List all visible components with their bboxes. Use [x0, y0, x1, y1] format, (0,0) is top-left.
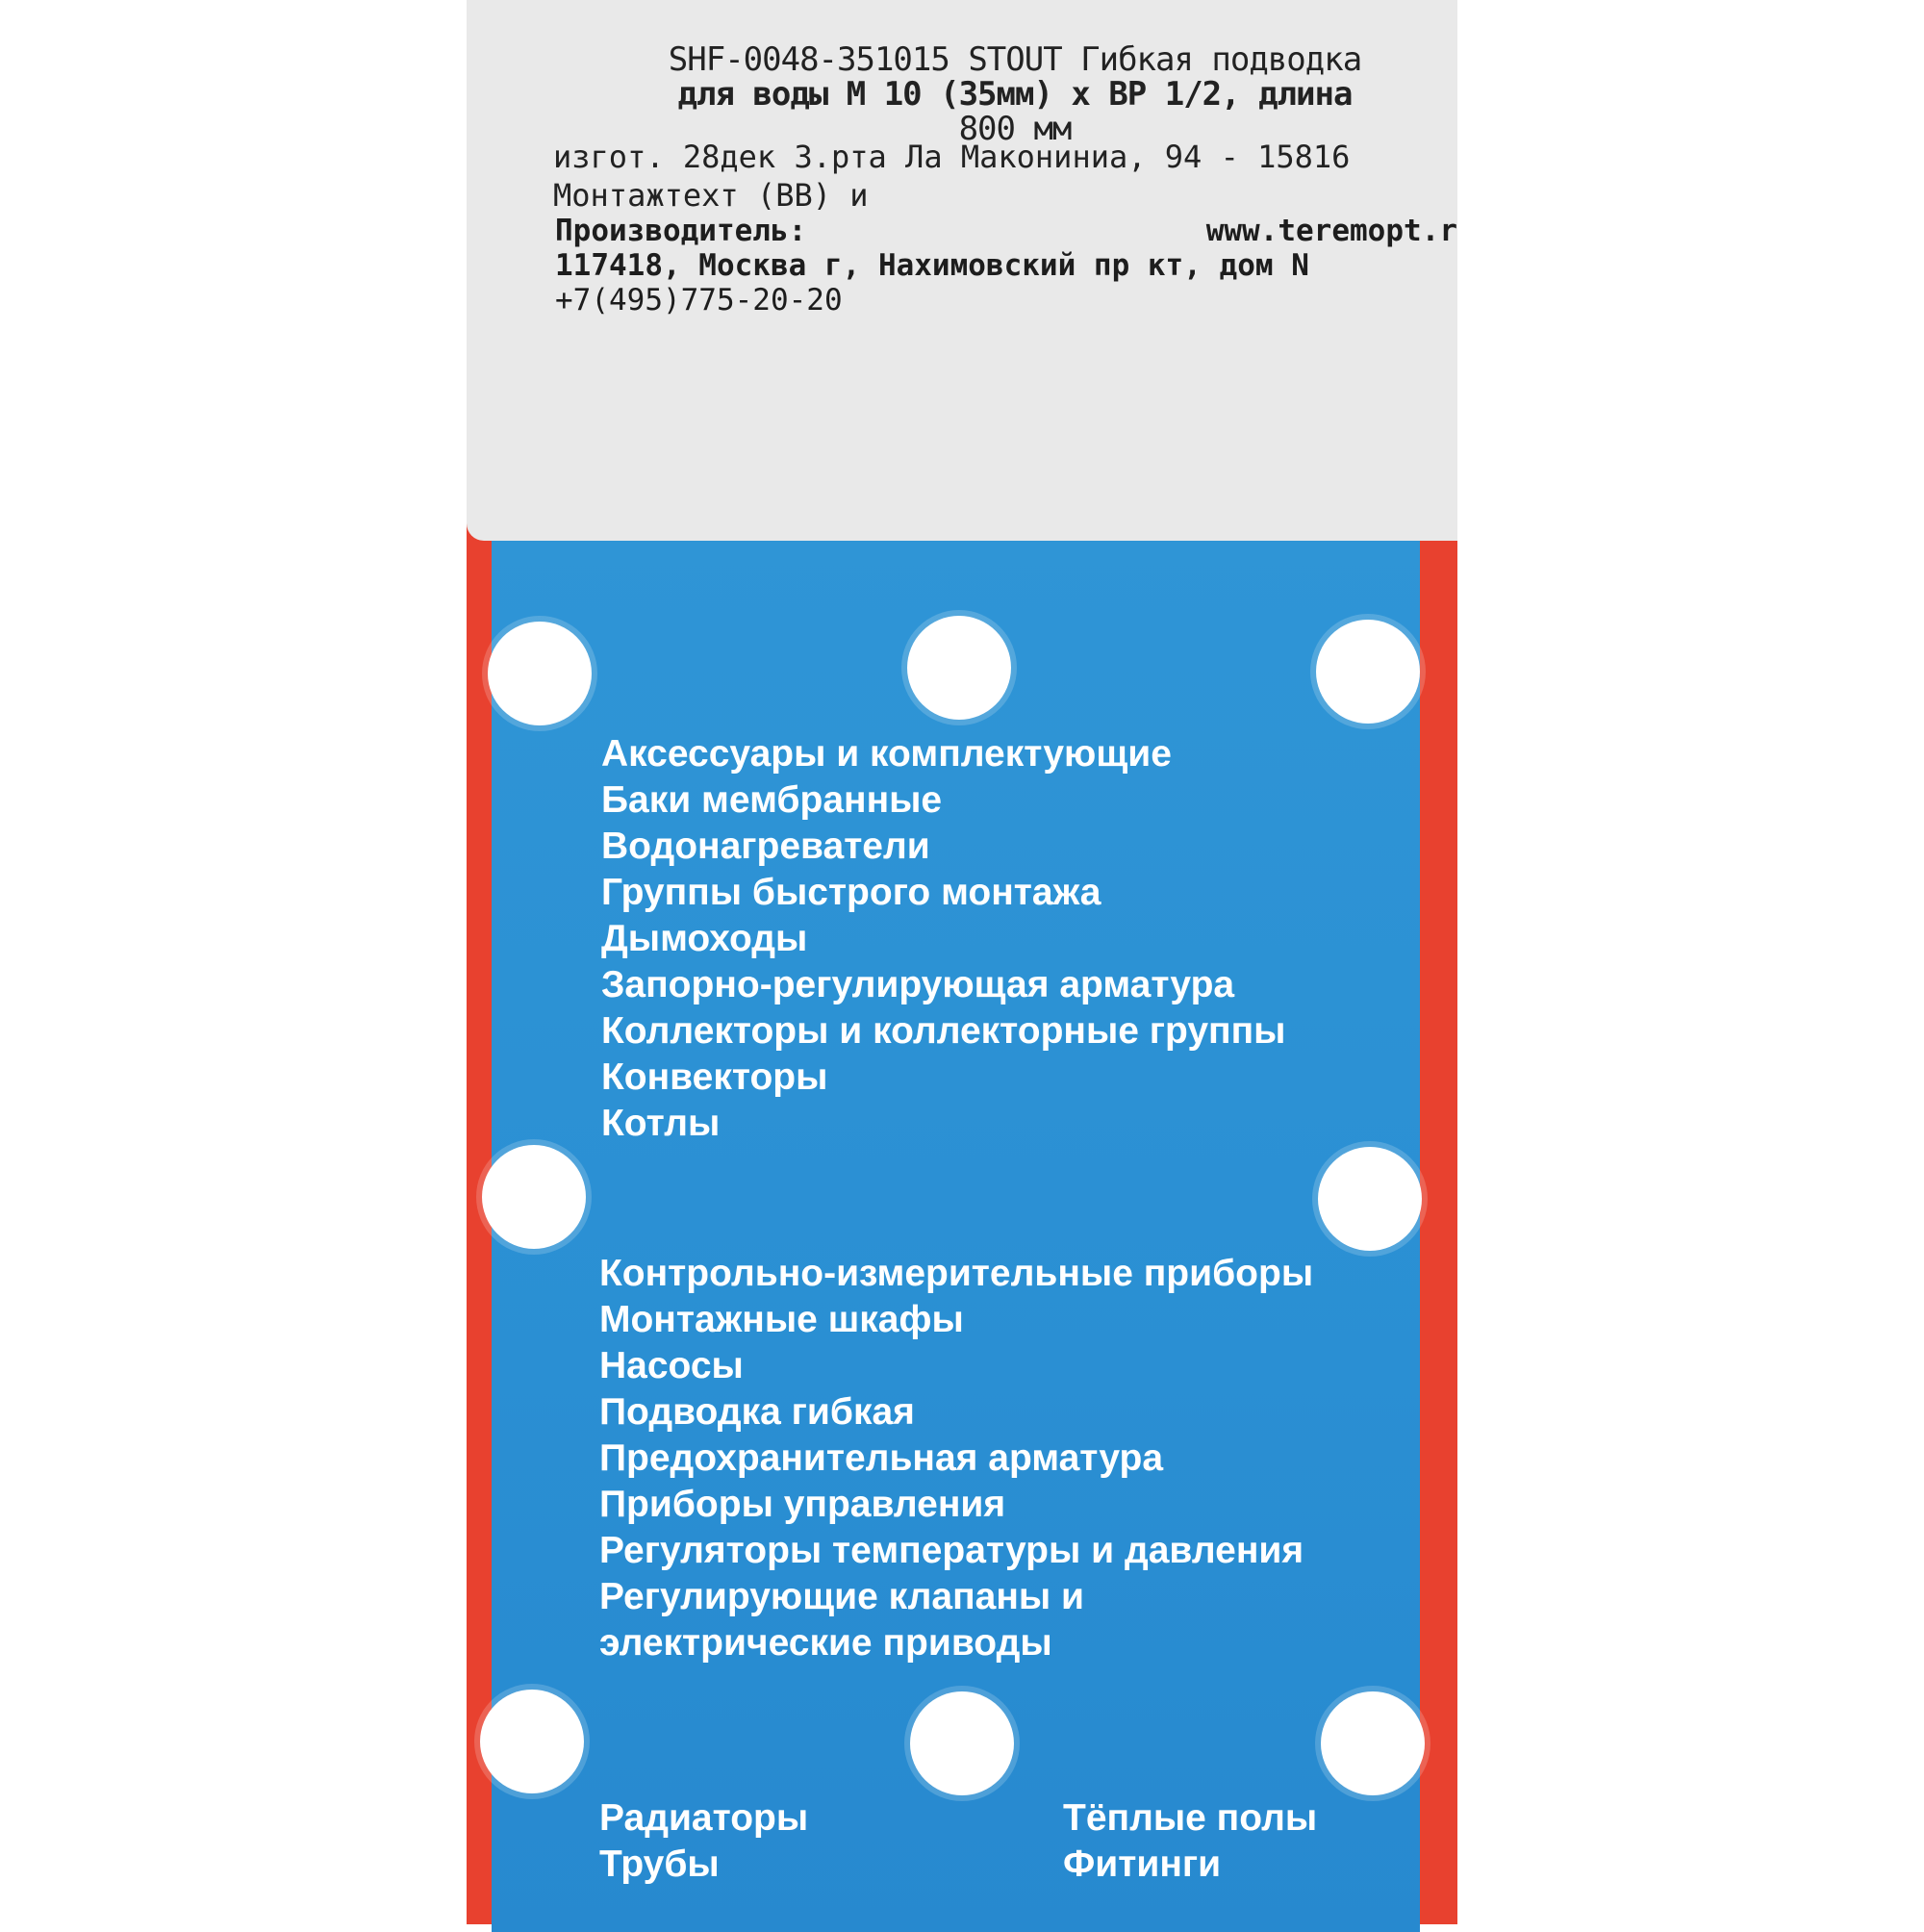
- product-title-line1: SHF-0048-351015 STOUT Гибкая подводка: [668, 40, 1362, 79]
- truncated-line2: Монтажтехт (ВВ) и: [553, 177, 869, 214]
- manufacturer-label: Производитель:: [555, 214, 807, 248]
- category-item: Насосы: [599, 1345, 744, 1386]
- truncated-text: [553, 139, 1457, 214]
- category-item: Аксессуары и комплектующие: [601, 733, 1172, 775]
- product-card: [467, 0, 1457, 1924]
- website: www.teremopt.r: [1205, 214, 1457, 248]
- category-item: Трубы: [599, 1843, 720, 1885]
- punch-hole: [910, 1691, 1014, 1795]
- category-item: Дымоходы: [601, 918, 808, 959]
- category-item: Предохранительная арматура: [599, 1437, 1164, 1479]
- category-item: Коллекторы и коллекторные группы: [601, 1010, 1286, 1052]
- punch-hole: [1316, 620, 1420, 724]
- truncated-line1: изгот. 28дек 3.рта Ла Макониниа, 94 - 15816: [553, 139, 1351, 175]
- category-item: Запорно-регулирующая арматура: [601, 964, 1235, 1005]
- punch-hole: [907, 616, 1011, 720]
- category-item: Радиаторы: [599, 1797, 809, 1839]
- category-item: Подводка гибкая: [599, 1391, 915, 1433]
- category-list-1: [601, 731, 1285, 1147]
- category-item: Приборы управления: [599, 1484, 1006, 1525]
- category-item: Контрольно-измерительные приборы: [599, 1253, 1314, 1294]
- category-item: Котлы: [601, 1103, 721, 1144]
- product-title: [592, 42, 1438, 146]
- punch-hole: [1318, 1147, 1422, 1251]
- address: 117418, Москва г, Нахимовский пр кт, дом N: [555, 248, 1309, 283]
- product-title-line2: для воды M 10 (35мм) x BP 1/2, длина: [677, 75, 1353, 114]
- category-item: Монтажные шкафы: [599, 1299, 964, 1340]
- manufacturer-block: [555, 214, 1457, 318]
- punch-hole: [488, 622, 592, 725]
- punch-hole: [1321, 1691, 1425, 1795]
- category-item: Регуляторы температуры и давления: [599, 1530, 1304, 1571]
- category-item: электрические приводы: [599, 1622, 1052, 1664]
- phone: +7(495)775-20-20: [555, 283, 843, 318]
- punch-hole: [480, 1690, 584, 1793]
- category-item: Регулирующие клапаны и: [599, 1576, 1084, 1617]
- category-list-2: [599, 1251, 1313, 1666]
- category-item: Тёплые полы: [1063, 1797, 1318, 1839]
- category-item: Конвекторы: [601, 1056, 828, 1098]
- category-list-3-left: [599, 1795, 808, 1888]
- category-item: Группы быстрого монтажа: [601, 872, 1101, 913]
- product-title-line3: 800 мм: [958, 110, 1072, 148]
- category-item: Водонагреватели: [601, 826, 930, 867]
- category-list-3-right: [1063, 1795, 1317, 1888]
- category-item: Фитинги: [1063, 1843, 1222, 1885]
- price-sticker: [467, 0, 1457, 541]
- category-item: Баки мембранные: [601, 779, 943, 821]
- punch-hole: [482, 1145, 586, 1249]
